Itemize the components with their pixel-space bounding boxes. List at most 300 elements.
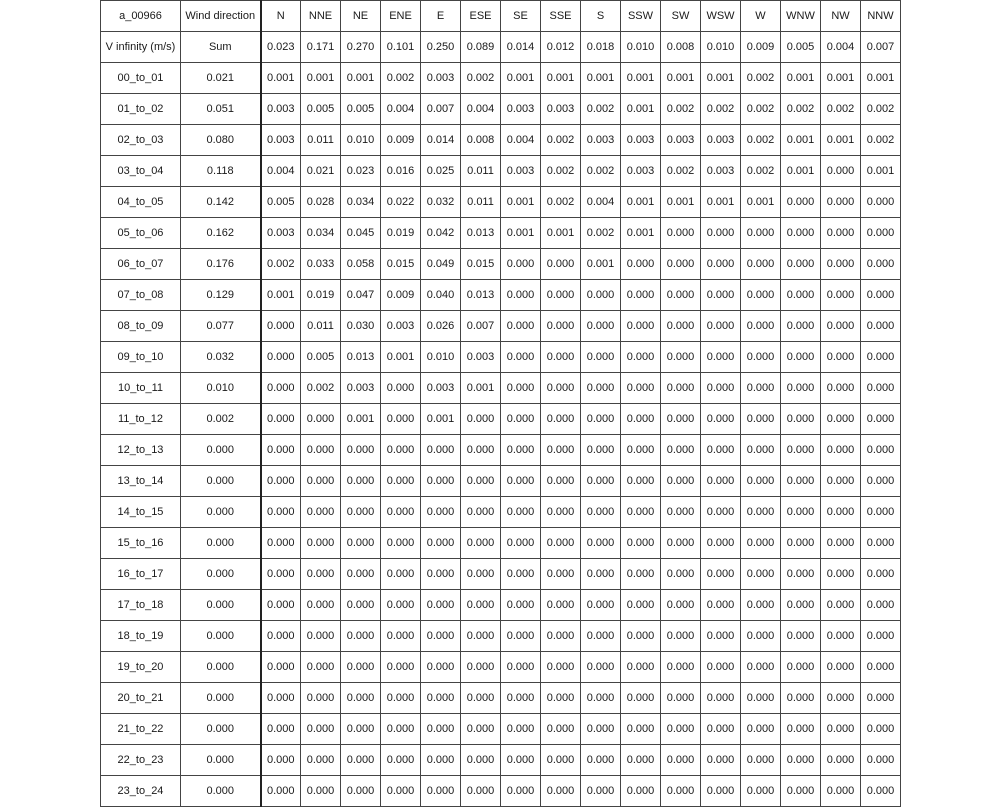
frequency-value-cell: 0.000 [821,156,861,187]
frequency-value-cell: 0.015 [381,249,421,280]
frequency-value-cell: 0.019 [301,280,341,311]
frequency-value-cell: 0.000 [501,714,541,745]
frequency-value-cell: 0.000 [701,497,741,528]
frequency-value-cell: 0.000 [501,559,541,590]
frequency-value-cell: 0.009 [381,125,421,156]
frequency-value-cell: 0.000 [341,435,381,466]
frequency-value-cell: 0.001 [621,63,661,94]
frequency-value-cell: 0.000 [701,218,741,249]
frequency-value-cell: 0.028 [301,187,341,218]
frequency-value-cell: 0.000 [781,373,821,404]
frequency-value-cell: 0.000 [701,621,741,652]
frequency-value-cell: 0.000 [341,590,381,621]
frequency-value-cell: 0.000 [821,187,861,218]
table-row [101,435,901,466]
frequency-value-cell: 0.000 [501,249,541,280]
frequency-value-cell: 0.000 [861,311,901,342]
frequency-value-cell: 0.002 [861,94,901,125]
frequency-value-cell: 0.026 [421,311,461,342]
frequency-value-cell: 0.000 [821,714,861,745]
frequency-value-cell: 0.000 [701,590,741,621]
frequency-value-cell: 0.000 [701,466,741,497]
frequency-value-cell: 0.000 [301,404,341,435]
table-row [101,621,901,652]
frequency-value-cell: 0.000 [421,776,461,807]
frequency-value-cell: 0.000 [821,218,861,249]
frequency-value-cell: 0.000 [261,683,301,714]
frequency-value-cell: 0.000 [821,621,861,652]
frequency-value-cell: 0.000 [261,435,301,466]
row-sum-cell: 0.010 [181,373,261,404]
frequency-value-cell: 0.000 [781,187,821,218]
table-row [101,776,901,807]
frequency-value-cell: 0.004 [261,156,301,187]
frequency-value-cell: 0.000 [661,776,701,807]
frequency-value-cell: 0.003 [501,156,541,187]
speed-bin-label-cell: 23_to_24 [101,776,181,807]
frequency-value-cell: 0.023 [341,156,381,187]
frequency-value-cell: 0.000 [341,559,381,590]
frequency-value-cell: 0.000 [261,311,301,342]
frequency-value-cell: 0.000 [621,683,661,714]
frequency-value-cell: 0.001 [501,218,541,249]
row-sum-cell: 0.000 [181,621,261,652]
sum-row [101,32,901,63]
speed-bin-label-cell: 09_to_10 [101,342,181,373]
frequency-value-cell: 0.000 [541,683,581,714]
direction-sum-cell: 0.014 [501,32,541,63]
frequency-value-cell: 0.001 [301,63,341,94]
frequency-value-cell: 0.000 [581,404,621,435]
frequency-value-cell: 0.000 [821,373,861,404]
frequency-value-cell: 0.000 [661,683,701,714]
sum-label-cell: Sum [181,32,261,63]
frequency-value-cell: 0.001 [501,63,541,94]
frequency-value-cell: 0.000 [381,590,421,621]
frequency-value-cell: 0.002 [381,63,421,94]
frequency-value-cell: 0.000 [821,342,861,373]
speed-bin-label-cell: 03_to_04 [101,156,181,187]
frequency-value-cell: 0.000 [661,466,701,497]
frequency-value-cell: 0.000 [421,745,461,776]
frequency-value-cell: 0.004 [581,187,621,218]
frequency-value-cell: 0.000 [541,404,581,435]
frequency-value-cell: 0.000 [741,683,781,714]
direction-sum-cell: 0.009 [741,32,781,63]
speed-bin-label-cell: 21_to_22 [101,714,181,745]
frequency-value-cell: 0.000 [541,373,581,404]
frequency-value-cell: 0.000 [581,497,621,528]
row-sum-cell: 0.000 [181,559,261,590]
frequency-value-cell: 0.005 [261,187,301,218]
frequency-value-cell: 0.025 [421,156,461,187]
frequency-value-cell: 0.042 [421,218,461,249]
frequency-value-cell: 0.000 [381,559,421,590]
frequency-value-cell: 0.000 [581,342,621,373]
wind-frequency-table [100,0,901,807]
frequency-value-cell: 0.000 [821,776,861,807]
row-sum-cell: 0.000 [181,652,261,683]
frequency-value-cell: 0.019 [381,218,421,249]
frequency-value-cell: 0.000 [381,745,421,776]
frequency-value-cell: 0.000 [261,590,301,621]
frequency-value-cell: 0.000 [621,311,661,342]
frequency-value-cell: 0.001 [501,187,541,218]
frequency-value-cell: 0.000 [621,435,661,466]
speed-bin-label-cell: 02_to_03 [101,125,181,156]
frequency-value-cell: 0.000 [581,311,621,342]
frequency-value-cell: 0.000 [381,683,421,714]
frequency-value-cell: 0.000 [861,342,901,373]
frequency-value-cell: 0.002 [581,94,621,125]
frequency-value-cell: 0.000 [701,559,741,590]
frequency-value-cell: 0.058 [341,249,381,280]
frequency-value-cell: 0.000 [501,435,541,466]
frequency-value-cell: 0.000 [661,404,701,435]
frequency-value-cell: 0.000 [501,652,541,683]
direction-header-cell: NW [821,1,861,32]
frequency-value-cell: 0.001 [861,63,901,94]
frequency-value-cell: 0.000 [861,249,901,280]
frequency-value-cell: 0.000 [421,590,461,621]
frequency-value-cell: 0.007 [461,311,501,342]
frequency-value-cell: 0.000 [741,714,781,745]
frequency-value-cell: 0.000 [541,714,581,745]
frequency-value-cell: 0.000 [701,435,741,466]
direction-header-cell: ESE [461,1,501,32]
frequency-value-cell: 0.011 [301,125,341,156]
direction-sum-cell: 0.004 [821,32,861,63]
frequency-value-cell: 0.000 [461,466,501,497]
frequency-value-cell: 0.000 [821,249,861,280]
frequency-value-cell: 0.000 [381,776,421,807]
frequency-value-cell: 0.001 [541,63,581,94]
frequency-value-cell: 0.021 [301,156,341,187]
frequency-value-cell: 0.000 [501,497,541,528]
frequency-value-cell: 0.005 [341,94,381,125]
frequency-value-cell: 0.000 [421,466,461,497]
frequency-value-cell: 0.000 [861,435,901,466]
frequency-value-cell: 0.000 [541,466,581,497]
frequency-value-cell: 0.002 [261,249,301,280]
frequency-value-cell: 0.004 [461,94,501,125]
frequency-value-cell: 0.000 [421,621,461,652]
direction-header-cell: WSW [701,1,741,32]
frequency-value-cell: 0.000 [301,559,341,590]
frequency-value-cell: 0.000 [861,466,901,497]
frequency-value-cell: 0.000 [261,342,301,373]
frequency-value-cell: 0.000 [701,528,741,559]
frequency-value-cell: 0.015 [461,249,501,280]
frequency-value-cell: 0.011 [301,311,341,342]
direction-header-cell: W [741,1,781,32]
frequency-value-cell: 0.003 [461,342,501,373]
speed-bin-label-cell: 16_to_17 [101,559,181,590]
row-sum-cell: 0.002 [181,404,261,435]
frequency-value-cell: 0.000 [741,373,781,404]
frequency-value-cell: 0.000 [261,776,301,807]
frequency-value-cell: 0.030 [341,311,381,342]
frequency-value-cell: 0.000 [861,652,901,683]
frequency-value-cell: 0.000 [541,528,581,559]
frequency-value-cell: 0.000 [501,776,541,807]
frequency-value-cell: 0.040 [421,280,461,311]
wind-direction-header-cell: Wind direction [181,1,261,32]
frequency-value-cell: 0.000 [821,683,861,714]
frequency-value-cell: 0.001 [781,125,821,156]
speed-bin-label-cell: 15_to_16 [101,528,181,559]
frequency-value-cell: 0.009 [381,280,421,311]
frequency-value-cell: 0.000 [381,466,421,497]
frequency-value-cell: 0.000 [661,590,701,621]
frequency-value-cell: 0.000 [381,714,421,745]
frequency-value-cell: 0.008 [461,125,501,156]
frequency-value-cell: 0.002 [741,63,781,94]
frequency-value-cell: 0.005 [301,342,341,373]
frequency-value-cell: 0.013 [341,342,381,373]
frequency-value-cell: 0.000 [861,776,901,807]
frequency-value-cell: 0.003 [261,218,301,249]
row-sum-cell: 0.051 [181,94,261,125]
frequency-value-cell: 0.000 [301,776,341,807]
frequency-value-cell: 0.001 [261,63,301,94]
frequency-value-cell: 0.000 [861,497,901,528]
frequency-value-cell: 0.000 [381,652,421,683]
table-row [101,63,901,94]
frequency-value-cell: 0.002 [741,94,781,125]
direction-header-cell: SSW [621,1,661,32]
frequency-value-cell: 0.000 [861,528,901,559]
frequency-value-cell: 0.000 [621,280,661,311]
frequency-value-cell: 0.000 [741,776,781,807]
frequency-value-cell: 0.000 [581,776,621,807]
frequency-value-cell: 0.000 [661,621,701,652]
frequency-value-cell: 0.001 [741,187,781,218]
frequency-value-cell: 0.000 [581,466,621,497]
frequency-value-cell: 0.000 [821,497,861,528]
frequency-value-cell: 0.000 [541,249,581,280]
frequency-value-cell: 0.000 [261,373,301,404]
frequency-value-cell: 0.000 [461,621,501,652]
frequency-value-cell: 0.003 [341,373,381,404]
frequency-value-cell: 0.000 [581,373,621,404]
frequency-value-cell: 0.000 [861,218,901,249]
frequency-value-cell: 0.000 [701,404,741,435]
frequency-value-cell: 0.000 [621,745,661,776]
frequency-value-cell: 0.000 [581,590,621,621]
frequency-value-cell: 0.000 [341,776,381,807]
frequency-value-cell: 0.000 [461,528,501,559]
direction-sum-cell: 0.012 [541,32,581,63]
frequency-value-cell: 0.000 [781,714,821,745]
frequency-value-cell: 0.034 [301,218,341,249]
table-row [101,187,901,218]
speed-bin-label-cell: 20_to_21 [101,683,181,714]
frequency-value-cell: 0.002 [581,218,621,249]
frequency-value-cell: 0.003 [261,94,301,125]
frequency-value-cell: 0.000 [661,249,701,280]
frequency-value-cell: 0.000 [261,497,301,528]
table-row [101,373,901,404]
frequency-value-cell: 0.000 [581,559,621,590]
speed-bin-label-cell: 19_to_20 [101,652,181,683]
frequency-value-cell: 0.000 [781,249,821,280]
frequency-value-cell: 0.000 [541,652,581,683]
frequency-value-cell: 0.013 [461,280,501,311]
row-sum-cell: 0.142 [181,187,261,218]
speed-bin-label-cell: 04_to_05 [101,187,181,218]
frequency-value-cell: 0.000 [341,745,381,776]
frequency-value-cell: 0.002 [541,187,581,218]
frequency-value-cell: 0.000 [741,621,781,652]
frequency-value-cell: 0.000 [421,559,461,590]
direction-header-cell: S [581,1,621,32]
frequency-value-cell: 0.000 [621,373,661,404]
frequency-value-cell: 0.001 [781,156,821,187]
frequency-value-cell: 0.000 [661,652,701,683]
frequency-value-cell: 0.000 [541,776,581,807]
row-sum-cell: 0.077 [181,311,261,342]
frequency-value-cell: 0.000 [661,497,701,528]
frequency-value-cell: 0.000 [261,652,301,683]
row-sum-cell: 0.000 [181,528,261,559]
frequency-value-cell: 0.000 [341,714,381,745]
table-row [101,590,901,621]
frequency-value-cell: 0.001 [541,218,581,249]
frequency-value-cell: 0.002 [661,156,701,187]
speed-bin-label-cell: 18_to_19 [101,621,181,652]
frequency-value-cell: 0.001 [461,373,501,404]
direction-header-cell: WNW [781,1,821,32]
frequency-value-cell: 0.011 [461,156,501,187]
frequency-value-cell: 0.002 [821,94,861,125]
direction-sum-cell: 0.008 [661,32,701,63]
frequency-value-cell: 0.000 [861,621,901,652]
table-row [101,404,901,435]
direction-sum-cell: 0.171 [301,32,341,63]
frequency-value-cell: 0.000 [341,528,381,559]
frequency-value-cell: 0.000 [381,528,421,559]
direction-sum-cell: 0.250 [421,32,461,63]
frequency-value-cell: 0.000 [301,435,341,466]
frequency-value-cell: 0.001 [621,187,661,218]
row-sum-cell: 0.162 [181,218,261,249]
frequency-value-cell: 0.000 [541,745,581,776]
table-row [101,311,901,342]
frequency-value-cell: 0.002 [541,156,581,187]
frequency-value-cell: 0.002 [301,373,341,404]
row-sum-cell: 0.000 [181,683,261,714]
frequency-value-cell: 0.000 [381,404,421,435]
frequency-value-cell: 0.001 [701,187,741,218]
frequency-value-cell: 0.000 [821,311,861,342]
frequency-value-cell: 0.000 [501,280,541,311]
frequency-value-cell: 0.000 [621,621,661,652]
frequency-value-cell: 0.000 [741,342,781,373]
speed-bin-label-cell: 00_to_01 [101,63,181,94]
frequency-value-cell: 0.000 [341,497,381,528]
table-row [101,745,901,776]
frequency-value-cell: 0.000 [741,249,781,280]
table-row [101,94,901,125]
speed-bin-label-cell: 22_to_23 [101,745,181,776]
frequency-value-cell: 0.000 [741,745,781,776]
frequency-value-cell: 0.000 [261,745,301,776]
frequency-value-cell: 0.034 [341,187,381,218]
frequency-value-cell: 0.002 [741,156,781,187]
frequency-value-cell: 0.000 [741,404,781,435]
frequency-value-cell: 0.000 [661,311,701,342]
frequency-value-cell: 0.001 [661,187,701,218]
frequency-value-cell: 0.000 [741,280,781,311]
speed-bin-label-cell: 11_to_12 [101,404,181,435]
frequency-value-cell: 0.000 [661,559,701,590]
frequency-value-cell: 0.000 [341,652,381,683]
frequency-value-cell: 0.000 [301,497,341,528]
frequency-value-cell: 0.000 [861,373,901,404]
frequency-value-cell: 0.000 [821,466,861,497]
frequency-value-cell: 0.000 [381,621,421,652]
frequency-value-cell: 0.002 [701,94,741,125]
frequency-value-cell: 0.000 [621,714,661,745]
row-sum-cell: 0.080 [181,125,261,156]
speed-bin-label-cell: 01_to_02 [101,94,181,125]
frequency-value-cell: 0.000 [461,404,501,435]
table-row [101,652,901,683]
table-row [101,218,901,249]
frequency-value-cell: 0.000 [381,497,421,528]
row-sum-cell: 0.032 [181,342,261,373]
frequency-value-cell: 0.000 [781,683,821,714]
frequency-value-cell: 0.000 [661,745,701,776]
frequency-value-cell: 0.000 [381,373,421,404]
direction-sum-cell: 0.089 [461,32,501,63]
frequency-value-cell: 0.000 [701,683,741,714]
frequency-value-cell: 0.000 [821,404,861,435]
frequency-value-cell: 0.000 [621,776,661,807]
frequency-value-cell: 0.007 [421,94,461,125]
direction-header-cell: NE [341,1,381,32]
frequency-value-cell: 0.000 [541,497,581,528]
direction-sum-cell: 0.007 [861,32,901,63]
row-sum-cell: 0.000 [181,497,261,528]
frequency-value-cell: 0.001 [781,63,821,94]
frequency-value-cell: 0.000 [701,280,741,311]
frequency-value-cell: 0.003 [261,125,301,156]
v-infinity-label-cell: V infinity (m/s) [101,32,181,63]
frequency-value-cell: 0.000 [661,280,701,311]
direction-header-cell: SW [661,1,701,32]
frequency-value-cell: 0.049 [421,249,461,280]
frequency-value-cell: 0.000 [581,652,621,683]
frequency-value-cell: 0.001 [621,218,661,249]
frequency-value-cell: 0.000 [461,714,501,745]
frequency-value-cell: 0.000 [461,590,501,621]
frequency-value-cell: 0.000 [621,652,661,683]
frequency-value-cell: 0.000 [581,280,621,311]
frequency-value-cell: 0.001 [821,125,861,156]
frequency-value-cell: 0.000 [341,621,381,652]
frequency-value-cell: 0.000 [421,714,461,745]
frequency-value-cell: 0.000 [501,311,541,342]
frequency-value-cell: 0.003 [421,63,461,94]
frequency-value-cell: 0.033 [301,249,341,280]
frequency-value-cell: 0.000 [821,590,861,621]
direction-sum-cell: 0.005 [781,32,821,63]
frequency-value-cell: 0.000 [461,745,501,776]
frequency-value-cell: 0.010 [421,342,461,373]
frequency-value-cell: 0.000 [501,342,541,373]
